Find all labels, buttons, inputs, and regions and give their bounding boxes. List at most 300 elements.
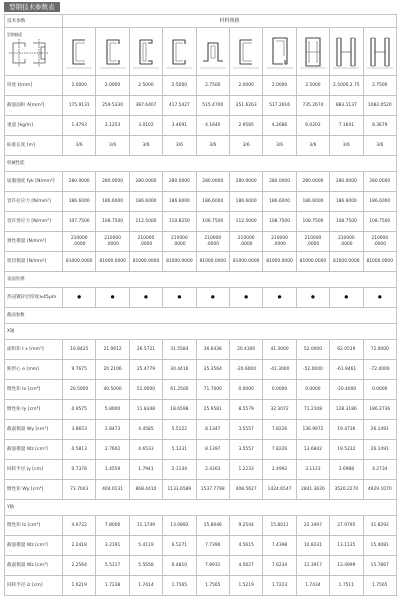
table-cell: 41.3000 [263,340,296,360]
table-cell: 136.9972 [296,420,329,440]
table-cell: 15.4081 [363,536,396,556]
profile-cell-10 [363,28,396,76]
surface-treatment-dot: ● [196,288,229,308]
table-cell: 20.4300 [229,340,262,360]
surface-treatment-dot: ● [296,288,329,308]
table-cell: 517.2616 [263,96,296,116]
table-cell: 61.2500 [163,380,196,400]
table-cell: -52.0000 [296,360,329,380]
table-cell: 2.0000 [96,76,129,96]
table-cell: 3/6 [96,136,129,156]
table-cell: 19.4736 [330,420,363,440]
table-cell: -41.3000 [263,360,296,380]
table-cell: 81000.0000 [63,252,96,272]
table-cell: 108.7500 [96,212,129,232]
table-cell: 2.1134 [163,460,196,480]
table-cell: 408.5627 [229,480,262,500]
table-row [5,212,397,232]
table-cell: 280.0000 [263,172,296,192]
section-surface-label: 表面处理 [5,272,397,288]
table-cell: 3/6 [330,136,363,156]
table-cell: 4.6533 [129,440,162,460]
table-cell: 18.6598 [163,400,196,420]
table-cell: 417.5427 [163,96,196,116]
table-cell: 8.1397 [196,440,229,460]
x-axis-row-label: 惯性矩 Wy [cm⁴] [5,480,63,500]
table-cell: 4.5615 [229,536,262,556]
drawing-legend-cell [5,28,63,76]
table-cell: 52.0000 [296,340,329,360]
table-cell: 2.2564 [63,556,96,576]
table-cell: 280.0000 [330,172,363,192]
table-cell: 2.0000 [63,76,96,96]
table-cell: 3/6 [363,136,396,156]
table-row [5,480,397,500]
section-properties [5,308,397,324]
section-y-axis [5,500,397,516]
x-axis-row-label: 距形心 e [mm] [5,360,63,380]
table-cell: 73.7043 [63,480,96,500]
profile-2-section-icon [99,34,127,70]
table-cell: 7.4398 [263,536,296,556]
table-cell: 108.7500 [296,212,329,232]
table-cell: 30.4416 [163,360,196,380]
profile-cell-8 [296,28,329,76]
table-cell: 81000.0000 [96,252,129,272]
mech-row-label: 容许剪应力 [N/mm²] [5,212,63,232]
table-cell: 25.4779 [129,360,162,380]
profile-9-section-icon [332,34,360,70]
header-row [5,15,397,28]
table-cell: 1.7565 [363,576,396,596]
table-cell: 26.5721 [129,340,162,360]
table-cell: 5.5122 [163,420,196,440]
table-cell: 15.8011 [263,516,296,536]
table-cell: 0.5813 [63,440,96,460]
profile-6-section-icon [232,34,260,70]
table-cell: 1.7941 [129,460,162,480]
table-cell: 4.2734 [363,460,396,480]
table-cell: 3/6 [63,136,96,156]
table-cell: 2.2418 [63,536,96,556]
profile-5-section-icon [199,34,227,70]
table-cell: 10.8425 [63,340,96,360]
surface-treatment-dot: ● [263,288,296,308]
table-cell: 31.5584 [163,340,196,360]
table-cell: 1.7565 [196,576,229,596]
table-cell: 8.5579 [229,400,262,420]
table-cell: 108.7500 [330,212,363,232]
table-cell: 1.2233 [229,460,262,480]
mech-row-label: 弹性模量 [N/mm²] [5,232,63,252]
table-cell: 7.7390 [196,536,229,556]
table-cell: 2.8473 [96,420,129,440]
table-cell: 11.3917 [296,556,329,576]
table-row [5,172,397,192]
table-cell: 110.8250 [163,212,196,232]
profile-cell-6 [229,28,262,76]
table-cell: 81000.0000 [163,252,196,272]
table-cell: 107.7500 [63,212,96,232]
table-cell: 4.4585 [129,420,162,440]
table-cell: 5.5558 [129,556,162,576]
table-cell: 210000 .0000 [296,232,329,252]
table-cell: 11.8348 [129,400,162,420]
table-cell: 210000 .0000 [129,232,162,252]
table-cell: 1.7238 [96,576,129,596]
y-axis-row-label: 截面模量 Wz [cm³] [5,536,63,556]
table-cell: 259.5330 [96,96,129,116]
table-row [5,232,397,252]
table-cell: 1.7511 [330,576,363,596]
table-row [5,360,397,380]
profile-8-section-icon [299,34,327,70]
table-row [5,380,397,400]
table-cell: 186.6000 [263,192,296,212]
table-cell: 40.5000 [96,380,129,400]
table-cell: 26.1491 [363,420,396,440]
table-cell: 1.7414 [129,576,162,596]
table-cell: 210000 .0000 [163,232,196,252]
table-cell: 210000 .0000 [263,232,296,252]
table-cell: 7.1641 [330,116,363,136]
table-row [5,136,397,156]
table-cell: 7.8006 [96,516,129,536]
table-row [5,116,397,136]
table-cell: 280.0000 [96,172,129,192]
table-cell: 0.0000 [229,380,262,400]
header-right-label: 材料规格 [63,15,397,28]
table-cell: 81000.0000 [229,252,262,272]
table-cell: 186.6000 [63,192,96,212]
basic-row-label: 厚度 t[mm] [5,76,63,96]
table-cell: 2.7602 [96,440,129,460]
table-cell: 13.4999 [330,556,363,576]
basic-row-label: 截面面积 A[mm²] [5,96,63,116]
table-cell: 3.4691 [163,116,196,136]
table-cell: 5.8000 [96,400,129,420]
table-cell: 0.9575 [63,400,96,420]
table-cell: 5.4119 [129,536,162,556]
profile-cell-2 [96,28,129,76]
table-cell: 4.5627 [229,556,262,576]
profile-cell-3 [129,28,162,76]
table-cell: 186.6000 [330,192,363,212]
table-cell: 4.6722 [63,516,96,536]
table-cell: 35.3564 [196,360,229,380]
table-cell: 186.6000 [129,192,162,212]
y-axis-row-label: 截面模量 Wz [cm³] [5,556,63,576]
section-mechanical-label: 机械性能 [5,156,397,172]
table-row [5,420,397,440]
table-cell: 210000 .0000 [363,232,396,252]
surface-treatment-dot: ● [96,288,129,308]
table-cell: 1.7223 [263,576,296,596]
table-cell: 81000.0000 [129,252,162,272]
table-cell: 7.8226 [263,440,296,460]
table-cell: 3/6 [296,136,329,156]
table-cell: 2.4992 [263,460,296,480]
table-cell: 2.5000 [163,76,196,96]
table-cell: 32.3072 [263,400,296,420]
table-cell: 3/6 [263,136,296,156]
table-cell: 112.5000 [129,212,162,232]
table-cell: 81000.0000 [196,252,229,272]
table-cell: 1133.6589 [163,480,196,500]
section-x-axis-label: X轴 [5,324,397,340]
table-cell: 4.1640 [196,116,229,136]
table-cell: 210000 .0000 [330,232,363,252]
x-axis-row-label: 截面模量 Wy [cm³] [5,420,63,440]
table-cell: 4929.1070 [363,480,396,500]
table-cell: 6.5271 [163,536,196,556]
table-row [5,252,397,272]
table-cell: 1424.6547 [263,480,296,500]
table-cell: 387.6407 [129,96,162,116]
table-cell: 2.5000,2.75 [330,76,363,96]
profile-cell-7 [263,28,296,76]
table-cell: 20.2106 [96,360,129,380]
profile-drawing-row [5,28,397,76]
table-cell: 3.2191 [96,536,129,556]
surface-treatment-dot: ● [330,288,363,308]
table-cell: 280.0000 [363,172,396,192]
table-cell: 186.6000 [296,192,329,212]
section-dimension-drawing-icon [7,37,51,71]
table-cell: 868.4410 [129,480,162,500]
table-cell: 25.9581 [196,400,229,420]
surface-treatment-dot: ● [163,288,196,308]
table-cell: 26.1491 [363,440,396,460]
table-row [5,340,397,360]
table-row [5,440,397,460]
table-cell: 280.0000 [196,172,229,192]
profile-cell-9 [330,28,363,76]
table-row [5,288,397,308]
table-cell: 0.7378 [63,460,96,480]
table-cell: 4.2686 [263,116,296,136]
table-cell: 2.1253 [96,116,129,136]
table-cell: 9.2544 [229,516,262,536]
table-cell: 1.7434 [296,576,329,596]
table-cell: -20.4000 [330,380,363,400]
table-cell: 2.0000 [229,76,262,96]
table-row [5,76,397,96]
table-cell: 9.7675 [63,360,96,380]
table-cell: 3.8653 [63,420,96,440]
spec-table [4,14,397,596]
table-cell: 515.4700 [196,96,229,116]
table-cell: 210000 .0000 [96,232,129,252]
table-cell: 2.5000 [296,76,329,96]
section-x-axis [5,324,397,340]
table-cell: 15.7867 [363,556,396,576]
table-cell: 3.5557 [229,440,262,460]
table-cell: 3.6988 [330,460,363,480]
surface-treatment-dot: ● [129,288,162,308]
table-cell: 5.1231 [163,440,196,460]
table-cell: 7.8226 [263,420,296,440]
x-axis-row-label: 惯性矩 Iy [cm⁴] [5,400,63,420]
table-row [5,576,397,596]
table-cell: 186.6000 [96,192,129,212]
table-cell: 186.6000 [363,192,396,212]
table-cell: 186.6000 [229,192,262,212]
table-cell: 8.3679 [363,116,396,136]
table-cell: 2.5000 [129,76,162,96]
basic-row-label: 标准长度 [m] [5,136,63,156]
table-cell: 3520.2270 [330,480,363,500]
profile-7-section-icon [266,34,294,70]
profile-4-section-icon [165,34,193,70]
table-cell: 2.4303 [196,460,229,480]
page-title: 型钢技术参数表 [4,2,60,12]
x-axis-row-label: 惯性矩 Ix [cm⁴] [5,380,63,400]
table-cell: 3.1123 [296,460,329,480]
x-axis-row-label: 面积矩 I x [mm³] [5,340,63,360]
table-cell: 71.7000 [196,380,229,400]
table-cell: 62.0519 [330,340,363,360]
table-cell: 3.5557 [229,420,262,440]
surface-row-label: 热浸镀锌层厚度≥45μm [5,288,63,308]
table-cell: 2.0000 [263,76,296,96]
table-cell: 186.6000 [163,192,196,212]
table-cell: 22.3497 [296,516,329,536]
y-axis-row-label: 惯性矩 Iz [cm⁴] [5,516,63,536]
table-cell: 210000 .0000 [63,232,96,252]
table-cell: 7.8931 [196,556,229,576]
table-cell: 2841.3626 [296,480,329,500]
table-cell: 21.0612 [96,340,129,360]
table-cell: 1.6219 [63,576,96,596]
section-mechanical [5,156,397,172]
table-cell: 1537.7798 [196,480,229,500]
table-cell: 10.8231 [296,536,329,556]
table-cell: -72.0000 [363,360,396,380]
table-cell: 404.0131 [96,480,129,500]
table-cell: 15.8046 [196,516,229,536]
table-cell: 280.0000 [63,172,96,192]
table-cell: -61.9461 [330,360,363,380]
table-cell: 81000.0000 [330,252,363,272]
table-cell: 13.1135 [330,536,363,556]
table-row [5,516,397,536]
table-cell: 81000.0000 [296,252,329,272]
table-cell: 3/6 [163,136,196,156]
section-surface [5,272,397,288]
table-cell: 81000.0000 [363,252,396,272]
y-axis-row-label: 回转半径 iz [cm] [5,576,63,596]
table-cell: 7.6234 [263,556,296,576]
table-cell: 3.0102 [129,116,162,136]
table-cell: 3/6 [229,136,262,156]
table-row [5,536,397,556]
table-row [5,460,397,480]
table-row [5,400,397,420]
table-cell: 351.6263 [229,96,262,116]
table-cell: 1.5219 [229,576,262,596]
table-cell: 1.4793 [63,116,96,136]
table-cell: 2.7500 [363,76,396,96]
table-cell: 13.6842 [296,440,329,460]
table-cell: 186.6000 [196,192,229,212]
table-cell: 31.8292 [363,516,396,536]
table-cell: 1082.0520 [363,96,396,116]
table-cell: 112.5000 [229,212,262,232]
profile-cell-4 [163,28,196,76]
table-cell: 19.5232 [330,440,363,460]
mech-row-label: 容许拉应力 [N/mm²] [5,192,63,212]
table-cell: 280.0000 [129,172,162,192]
table-cell: 11.1749 [129,516,162,536]
surface-treatment-dot: ● [363,288,396,308]
drawing-caption: 型钢截面 [7,32,23,37]
table-cell: 1.4559 [96,460,129,480]
table-cell: 3/6 [196,136,229,156]
table-cell: 6.4810 [163,556,196,576]
table-cell: 72.0000 [363,340,396,360]
table-cell: 108.7500 [263,212,296,232]
table-cell: 2.9585 [229,116,262,136]
table-cell: 2.7500 [196,76,229,96]
x-axis-row-label: 回转半径 iy [cm] [5,460,63,480]
table-cell: 6.0203 [296,116,329,136]
table-row [5,96,397,116]
table-cell: 81000.0000 [263,252,296,272]
table-cell: 3/6 [129,136,162,156]
surface-treatment-dot: ● [63,288,96,308]
profile-cell-1 [63,28,96,76]
section-y-axis-label: Y轴 [5,500,397,516]
mech-row-label: 屈服强度 fyk [N/mm²] [5,172,63,192]
table-cell: 1.7565 [163,576,196,596]
table-row [5,192,397,212]
profile-1-section-icon [65,34,93,70]
table-cell: 0.0000 [296,380,329,400]
table-cell: 71.2108 [296,400,329,420]
surface-treatment-dot: ● [229,288,262,308]
table-cell: 20.5000 [63,380,96,400]
table-cell: 0.0000 [263,380,296,400]
table-cell: 883.1137 [330,96,363,116]
basic-row-label: 重量 [kg/m] [5,116,63,136]
table-cell: 0.0000 [363,380,396,400]
table-cell: 8.1347 [196,420,229,440]
mech-row-label: 剪切模量 [N/mm²] [5,252,63,272]
x-axis-row-label: 截面模量 Wz [cm³] [5,440,63,460]
table-cell: 186.2736 [363,400,396,420]
table-cell: 13.0892 [163,516,196,536]
table-cell: 5.5117 [96,556,129,576]
table-cell: 128.3186 [330,400,363,420]
table-cell: 108.7500 [363,212,396,232]
table-cell: 210000 .0000 [196,232,229,252]
table-cell: 175.9131 [63,96,96,116]
table-cell: 51.0000 [129,380,162,400]
table-cell: 27.0795 [330,516,363,536]
section-properties-label: 截面参数 [5,308,397,324]
table-cell: 280.0000 [296,172,329,192]
table-cell: 106.7500 [196,212,229,232]
table-row [5,556,397,576]
table-cell: 280.0000 [163,172,196,192]
profile-cell-5 [196,28,229,76]
table-cell: -20.6000 [229,360,262,380]
table-cell: 735.2674 [296,96,329,116]
table-cell: 36.6436 [196,340,229,360]
table-cell: 280.0000 [229,172,262,192]
table-cell: 210000 .0000 [229,232,262,252]
